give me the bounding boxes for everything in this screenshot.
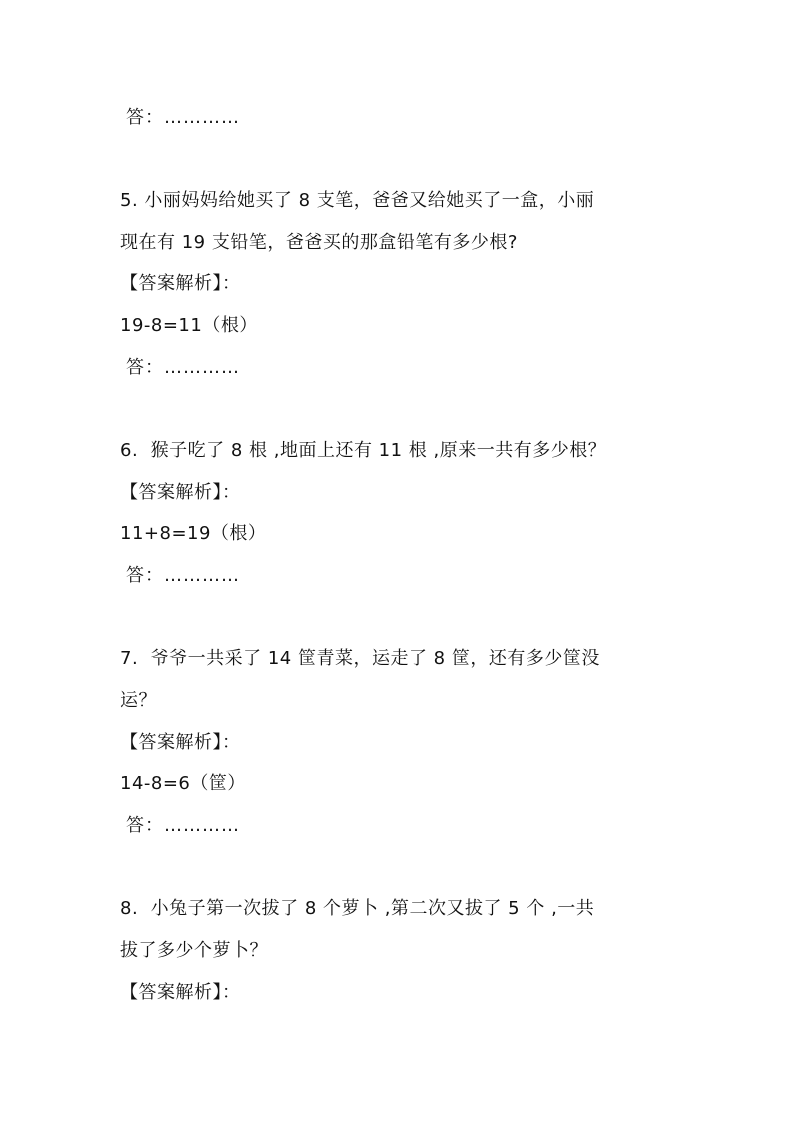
- answer-line: 答：…………: [126, 815, 240, 836]
- answer-line: 答：…………: [126, 107, 240, 128]
- question-7-text-line-1: 7. 爷爷一共采了 14 筐青菜，运走了 8 筐，还有多少筐没: [120, 648, 600, 669]
- answer-analysis-label: 【答案解析】：: [120, 732, 241, 753]
- question-7-text-line-2: 运？: [120, 690, 157, 711]
- answer-formula: 14-8=6（筐）: [120, 773, 246, 794]
- question-5-text-line-1: 5. 小丽妈妈给她买了 8 支笔，爸爸又给她买了一盒，小丽: [120, 190, 595, 211]
- answer-line: 答：…………: [126, 565, 240, 586]
- answer-analysis-label: 【答案解析】：: [120, 982, 241, 1003]
- question-5-text-line-2: 现在有 19 支铅笔，爸爸买的那盒铅笔有多少根?: [120, 232, 518, 253]
- question-8-text-line-2: 拔了多少个萝卜？: [120, 940, 268, 961]
- answer-analysis-label: 【答案解析】：: [120, 273, 241, 294]
- answer-line: 答：…………: [126, 357, 240, 378]
- answer-formula: 19-8=11（根）: [120, 315, 258, 336]
- question-6-text-line-1: 6. 猴子吃了 8 根 ,地面上还有 11 根 ,原来一共有多少根？: [120, 440, 607, 461]
- answer-analysis-label: 【答案解析】：: [120, 482, 241, 503]
- answer-formula: 11+8=19（根）: [120, 523, 267, 544]
- question-8-text-line-1: 8. 小兔子第一次拔了 8 个萝卜 ,第二次又拔了 5 个 ,一共: [120, 898, 595, 919]
